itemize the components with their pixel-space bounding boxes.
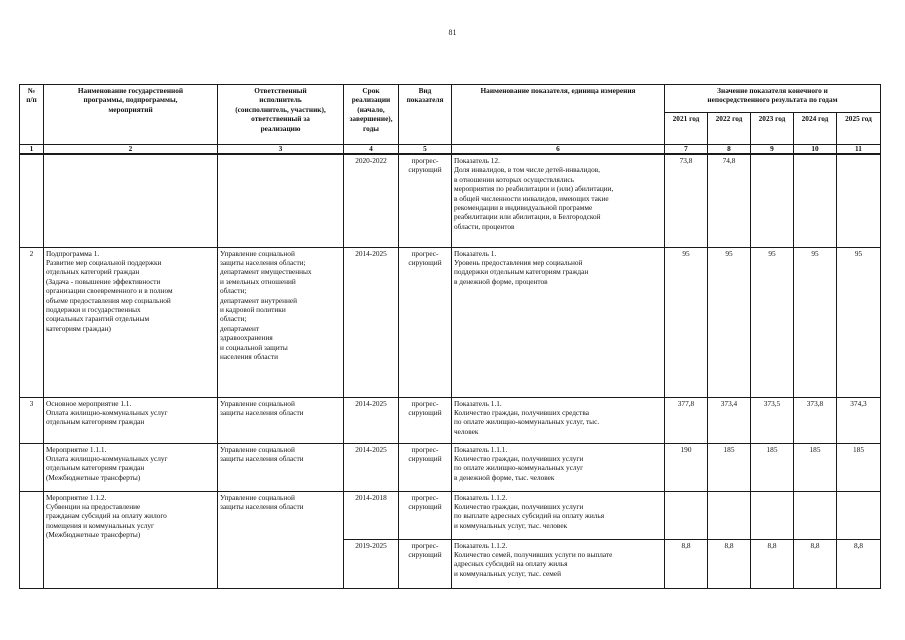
row-indicator-name: Показатель 1. Уровень предоставления мер социальной поддержки отдельным категориям граждан в денежной форме, процентов [452,247,665,397]
row-indicator-name: Показатель 12. Доля инвалидов, в том числе детей-инвалидов, в отношении которых осуществлялись мероприятия по реабилитации и (или) абилитации, в общей численности инвалидов, имеющих такие рекомендации в индивидуальной программе реабилитации или абилитации, в Белгородской области, процентов [452,154,665,247]
row-indicator-type: прогрес- сирующий [399,491,452,539]
row-value: 8,8 [837,539,881,588]
row-indicator-type: прогрес- сирующий [399,443,452,491]
row-value: 185 [837,443,881,491]
row-value: 190 [665,443,708,491]
row-indicator-type: прогрес- сирующий [399,154,452,247]
row-value [837,491,881,539]
row-executor: Управление социальной защиты населения области [218,443,344,491]
row-indicator-type: прогрес- сирующий [399,397,452,443]
page-number: 81 [448,28,457,37]
header-period: Срок реализации (начало, завершение), годы [344,85,399,145]
row-value: 8,8 [708,539,751,588]
column-number: 9 [751,145,794,155]
row-value: 95 [708,247,751,397]
row-indicator-type: прогрес- сирующий [399,247,452,397]
row-value: 373,4 [708,397,751,443]
header-year: 2025 год [837,113,881,145]
row-period: 2014-2018 [344,491,399,539]
row-num: 2 [20,247,44,397]
indicators-table [19,84,881,589]
row-value [708,491,751,539]
row-value: 95 [751,247,794,397]
table-row [20,247,881,397]
row-program-name: Мероприятие 1.1.1. Оплата жилищно-коммунальных услуг отдельным категориям граждан (Межбюджетные трансферты) [44,443,218,491]
column-number: 4 [344,145,399,155]
column-number: 11 [837,145,881,155]
row-value: 95 [794,247,837,397]
row-value [794,154,837,247]
row-value [794,491,837,539]
row-executor [218,154,344,247]
table-row [20,154,881,247]
row-value [837,154,881,247]
row-indicator-name: Показатель 1.1. Количество граждан, получивших средства по оплате жилищно-коммунальных услуг, тыс. человек [452,397,665,443]
column-number: 8 [708,145,751,155]
header-program-name: Наименование государственной программы, подпрограммы, мероприятий [44,85,218,145]
row-num: 3 [20,397,44,443]
header-year: 2023 год [751,113,794,145]
column-number: 2 [44,145,218,155]
row-program-name: Подпрограмма 1. Развитие мер социальной поддержки отдельных категорий граждан (Задача - повышение эффективности организации своевременного и в полном объеме предоставления мер социальной поддержки и государственных социальных гарантий отдельным категориям граждан) [44,247,218,397]
row-indicator-type: прогрес- сирующий [399,539,452,588]
column-number: 3 [218,145,344,155]
row-value: 185 [708,443,751,491]
row-value: 373,8 [794,397,837,443]
row-program-name [44,154,218,247]
header-num: № п/п [20,85,44,145]
row-period: 2014-2025 [344,397,399,443]
row-indicator-name: Показатель 1.1.2. Количество семей, получивших услуги по выплате адресных субсидий на оплату жилья и коммунальных услуг, тыс. семей [452,539,665,588]
column-number: 10 [794,145,837,155]
column-number: 5 [399,145,452,155]
table-row [20,491,881,539]
row-program-name: Основное мероприятие 1.1. Оплата жилищно-коммунальных услуг отдельным категориям граждан [44,397,218,443]
row-period: 2014-2025 [344,247,399,397]
row-num [20,443,44,491]
column-number: 7 [665,145,708,155]
row-value [665,491,708,539]
row-indicator-name: Показатель 1.1.1. Количество граждан, получивших услуги по оплате жилищно-коммунальных услуг в денежной форме, тыс. человек [452,443,665,491]
table-row [20,443,881,491]
row-value: 95 [837,247,881,397]
row-value: 8,8 [751,539,794,588]
header-year: 2022 год [708,113,751,145]
row-executor: Управление социальной защиты населения области; департамент имущественных и земельных отношений области; департамент внутренней и кадровой политики области; департамент здравоохранения и социальной защиты населения области [218,247,344,397]
column-number: 6 [452,145,665,155]
table-row [20,397,881,443]
row-value [751,491,794,539]
row-indicator-name: Показатель 1.1.2. Количество граждан, получивших услуги по выплате адресных субсидий на оплату жилья и коммунальных услуг, тыс. человек [452,491,665,539]
header-year: 2024 год [794,113,837,145]
row-executor: Управление социальной защиты населения области [218,491,344,588]
row-period: 2019-2025 [344,539,399,588]
header-year: 2021 год [665,113,708,145]
row-period: 2014-2025 [344,443,399,491]
header-indicator-name: Наименование показателя, единица измерения [452,85,665,145]
row-value: 73,8 [665,154,708,247]
row-value: 8,8 [665,539,708,588]
row-value: 8,8 [794,539,837,588]
row-period: 2020-2022 [344,154,399,247]
row-program-name: Мероприятие 1.1.2. Субвенции на предоставление гражданам субсидий на оплату жилого помещения и коммунальных услуг (Межбюджетные трансферты) [44,491,218,588]
row-value: 373,5 [751,397,794,443]
row-value: 377,8 [665,397,708,443]
row-value: 185 [794,443,837,491]
row-value: 74,8 [708,154,751,247]
header-indicator-type: Вид показателя [399,85,452,145]
row-num [20,154,44,247]
row-num [20,491,44,588]
row-executor: Управление социальной защиты населения области [218,397,344,443]
column-number-row [20,145,881,155]
row-value: 374,3 [837,397,881,443]
header-values-by-year: Значение показателя конечного и непосредственного результата по годам [665,85,881,113]
row-value: 185 [751,443,794,491]
row-value: 95 [665,247,708,397]
column-number: 1 [20,145,44,155]
row-value [751,154,794,247]
header-executor: Ответственный исполнитель (соисполнитель, участник), ответственный за реализацию [218,85,344,145]
